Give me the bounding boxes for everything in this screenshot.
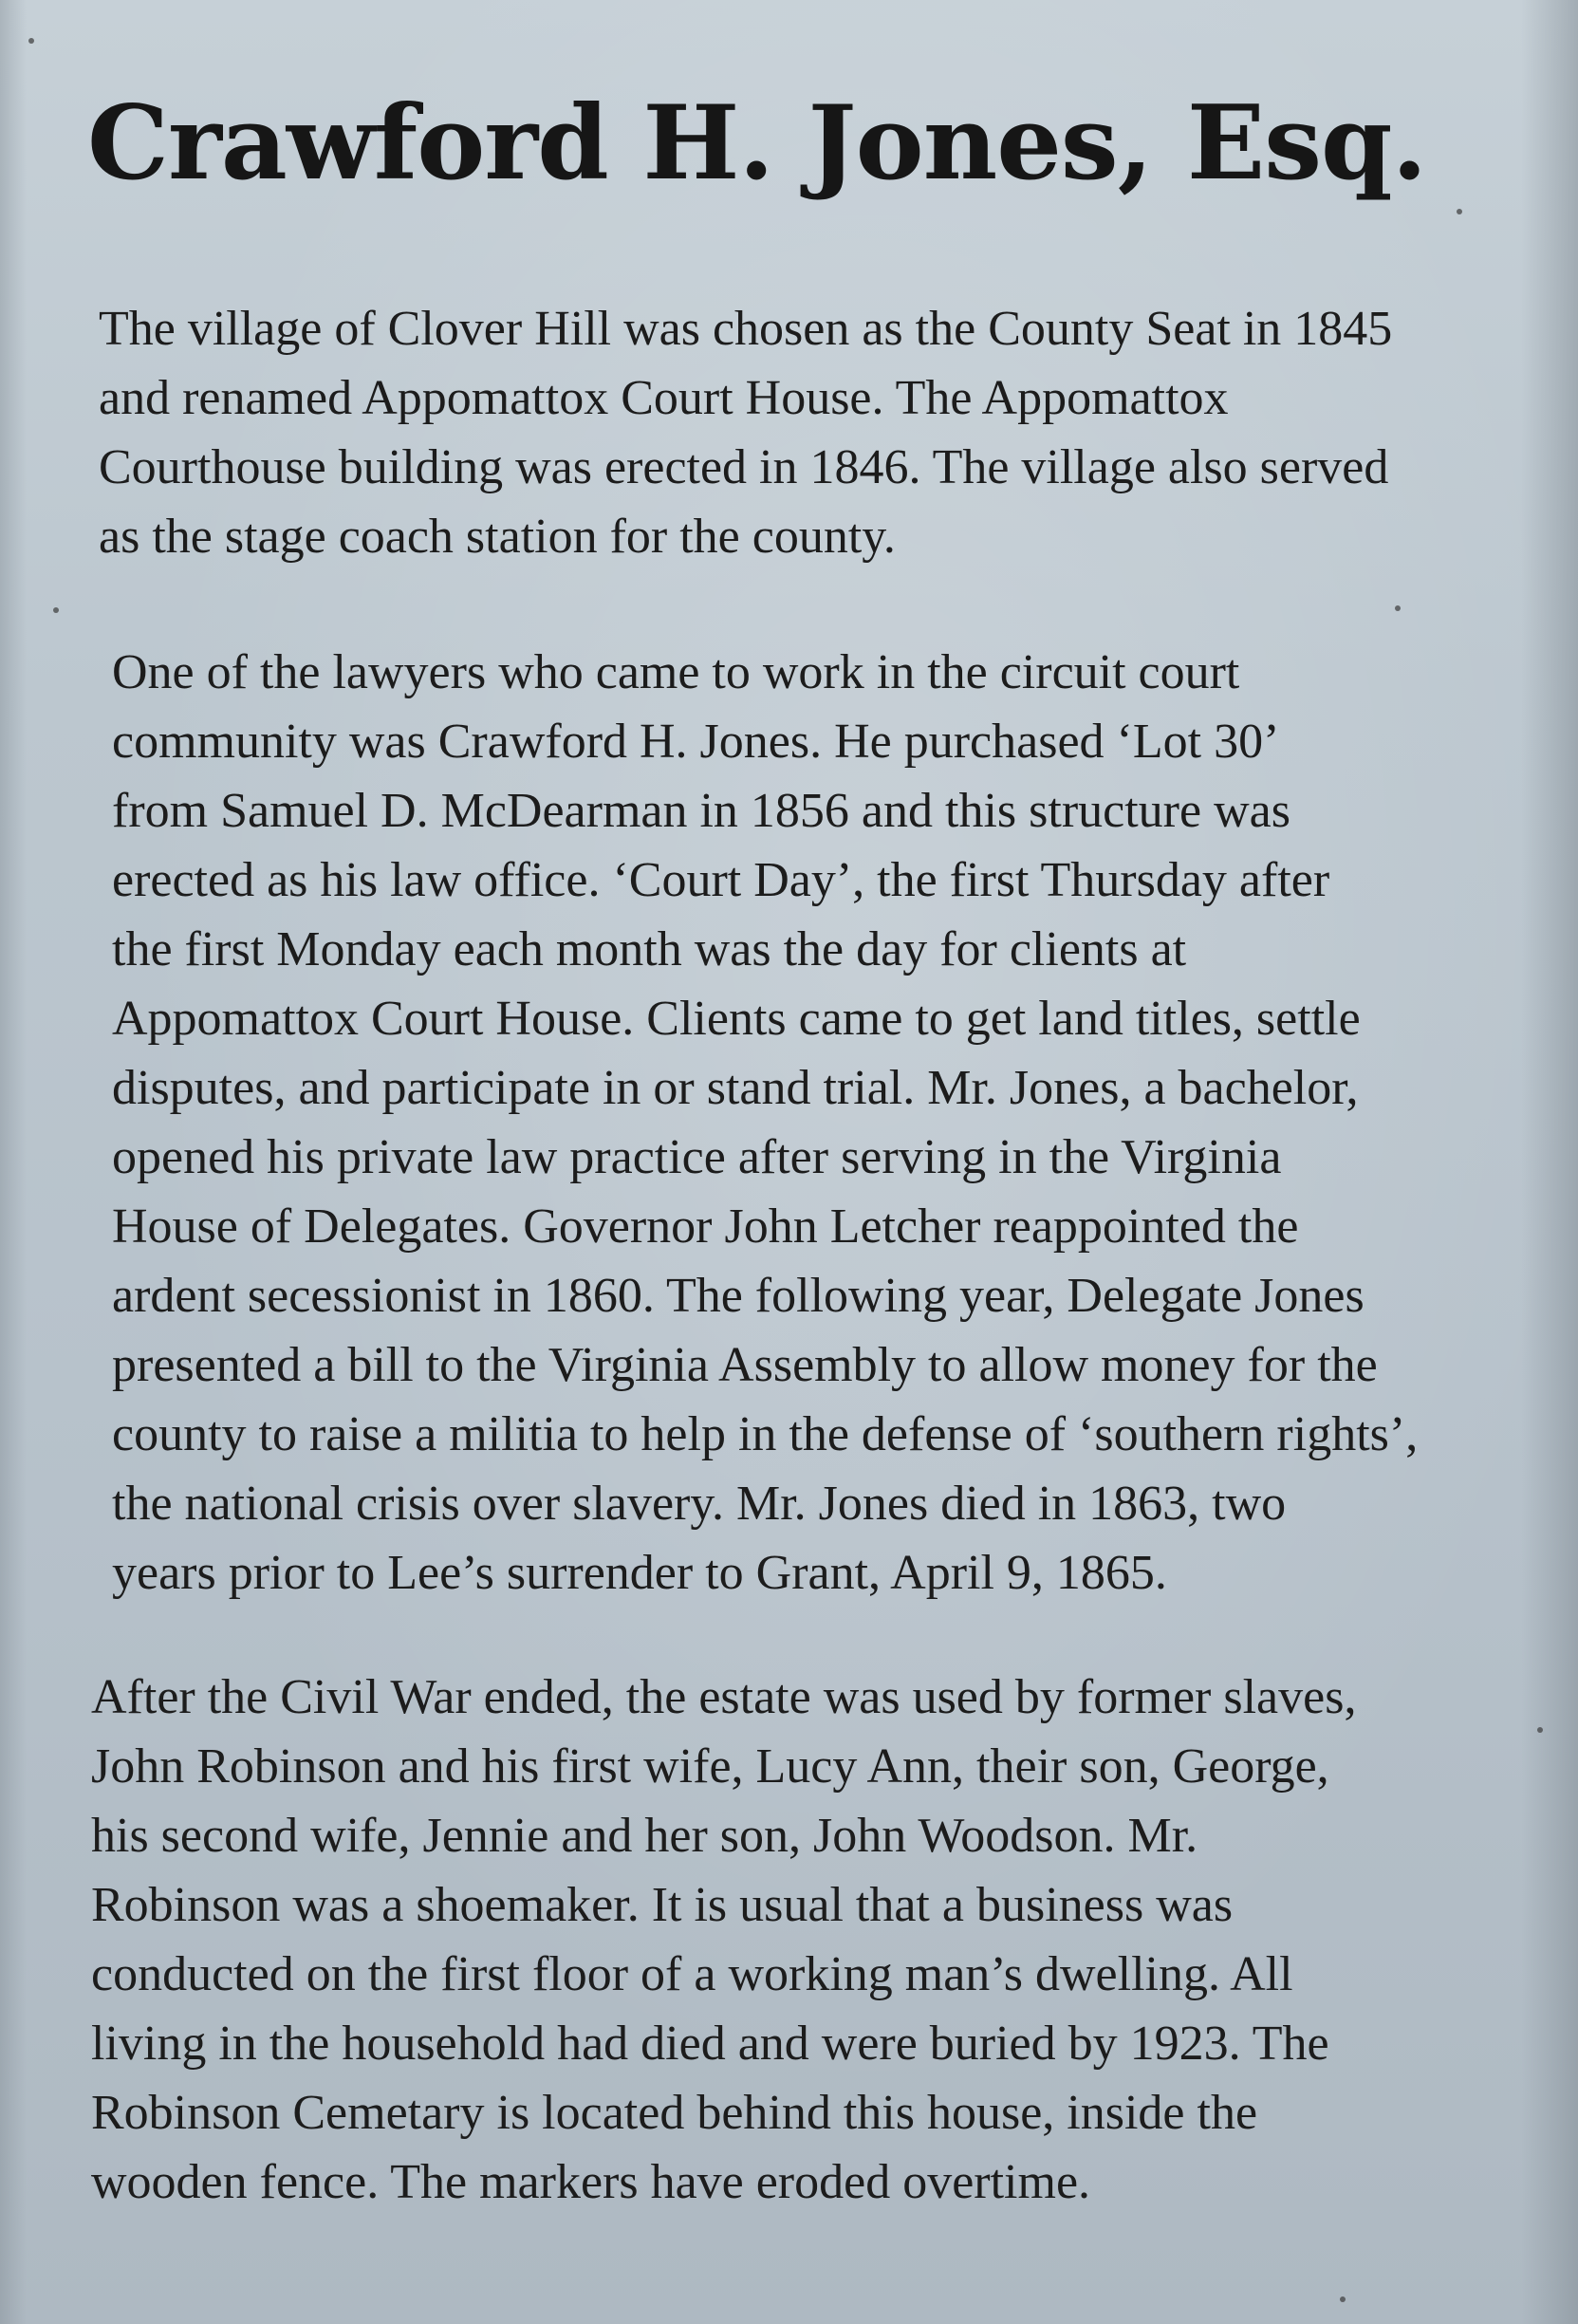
text-line: disputes, and participate in or stand trial. Mr. Jones, a bachelor, (112, 1061, 1359, 1115)
dust-speck (53, 607, 59, 613)
text-line: opened his private law practice after serving in the Virginia (112, 1130, 1282, 1184)
text-line: The village of Clover Hill was chosen as the County Seat in 1845 (99, 302, 1393, 356)
text-line: and renamed Appomattox Court House. The Appomattox (99, 371, 1229, 425)
text-line: wooden fence. The markers have eroded overtime. (91, 2155, 1091, 2209)
text-line: Robinson Cemetary is located behind this house, inside the (91, 2086, 1258, 2140)
text-line: One of the lawyers who came to work in the circuit court (112, 645, 1240, 699)
text-line: Robinson was a shoemaker. It is usual that a business was (91, 1878, 1234, 1932)
text-line: conducted on the first floor of a working man’s dwelling. All (91, 1947, 1293, 2001)
text-line: county to raise a militia to help in the defense of ‘southern rights’, (112, 1407, 1419, 1461)
text-line: presented a bill to the Virginia Assembly to allow money for the (112, 1338, 1378, 1392)
dust-speck (1340, 2296, 1346, 2302)
dust-speck (1537, 1727, 1543, 1733)
text-line: community was Crawford H. Jones. He purchased ‘Lot 30’ (112, 715, 1280, 769)
text-line: House of Delegates. Governor John Letcher reappointed the (112, 1199, 1299, 1254)
sign-title: Crawford H. Jones, Esq. (87, 84, 1427, 203)
paragraph-crawford-jones (112, 638, 1526, 1608)
text-line: the first Monday each month was the day for clients at (112, 922, 1187, 976)
text-line: from Samuel D. McDearman in 1856 and this structure was (112, 784, 1290, 838)
sign-right-shadow (1521, 0, 1578, 2324)
dust-speck (1457, 209, 1462, 214)
text-line: Courthouse building was erected in 1846. The village also served (99, 440, 1389, 494)
text-line: the national crisis over slavery. Mr. Jones died in 1863, two (112, 1477, 1287, 1531)
text-line: his second wife, Jennie and her son, John Woodson. Mr. (91, 1809, 1198, 1863)
text-line: Appomattox Court House. Clients came to get land titles, settle (112, 992, 1361, 1046)
text-line: as the stage coach station for the county. (99, 510, 896, 564)
text-line: living in the household had died and were buried by 1923. The (91, 2017, 1329, 2071)
sign-left-shadow (0, 0, 27, 2324)
text-line: erected as his law office. ‘Court Day’, the first Thursday after (112, 853, 1330, 907)
text-line: After the Civil War ended, the estate was used by former slaves, (91, 1670, 1357, 1724)
dust-speck (1395, 605, 1401, 611)
paragraph-robinson-family (91, 1663, 1505, 2217)
dust-speck (28, 38, 34, 44)
text-line: years prior to Lee’s surrender to Grant, April 9, 1865. (112, 1546, 1167, 1600)
paragraph-village-history (99, 294, 1513, 571)
text-line: ardent secessionist in 1860. The following year, Delegate Jones (112, 1269, 1365, 1323)
text-line: John Robinson and his first wife, Lucy Ann, their son, George, (91, 1739, 1329, 1794)
